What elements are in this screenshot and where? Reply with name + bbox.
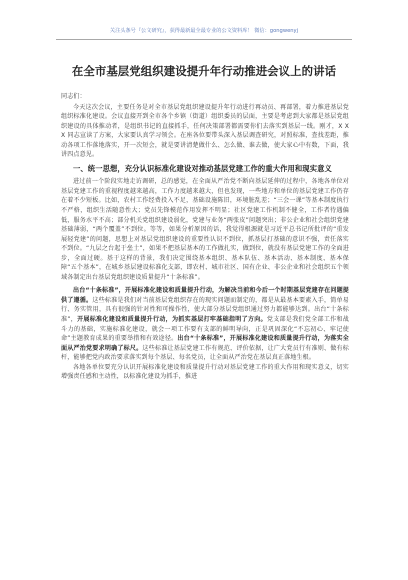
- intro-paragraph: 今天这次会议，主要任务是对全市基层党组织建设提升年行动进行再动员、再部署，着力推进基层党组织标准化建设。会议直接开到全市各个乡镇（街道）组织委员的层面，主要是考虑到大家都是基层党组织建设的具体推动者，是组织书记的直接抓手，任何决策部署都需要你们去落实到基层一线。刚才，X X X 同志宣读了方案，大家要认真学习领会。在座各位要带头深入基层调查研究，对照标准，查找差距，推动各项工作落地落实，开一次短会，就是要讲清楚做什么、怎么做、谁去做，使大家心中有数，下面，我讲四点意见。: [61, 103, 349, 159]
- section-1-paragraph-3-body: 党支部是我们党全部工作和战斗力的基础，实施标准化建设，就会一项工作要有支部的鲜明导向，正是巩固深化“不忘初心、牢记使命”主题教育成果的重要举措和有效途径。: [61, 315, 350, 343]
- section-1-heading: 一、统一思想，充分认识标准化建设对推动基层党建工作的重大作用和现实意义: [73, 163, 332, 173]
- section-1-paragraph-2-body: 这些标准是我们对当前基层党组织存在的现实问题而制定的，都是从最基本要素入手，简单易行、务实管用，具有很强的针对性和可操作性，使大部分基层党组织通过努力都能够达到。出台“十条标准”，: [61, 296, 349, 323]
- header-banner: 关注头条号『公文研究』，获得最新最全最专业的公文资料库！ 微信：gongwenyj: [109, 28, 299, 34]
- closing-paragraph: 各地各单位要充分认识开展标准化建设和质量提升行动对基层党建工作的重大作用和现实意义，切实增强责任感和主动性，以标准化建设为抓手，推进: [61, 363, 349, 381]
- salutation: 同志们：: [61, 93, 86, 100]
- section-1-paragraph-2: [61, 286, 349, 362]
- section-1-paragraph-1: 进过前一个阶段实地走访调研，总的感觉，在全面从严治党不断向基层延伸的过程中，各地各单位对基层党建工作的重视程度越来越高，工作力度越来越大，但也发现，一些地方和单位的基层党建工作仍存在着不少短板。比如，农村工作经费投入不足，基础设施陈旧，环境脏乱差；“三会一课”等基本制度执行不严格，组织生活随意性大；党员先锋模范作用发挥不明显；社区党建工作机制不健全，工作者待遇偏低，服务水平不高；部分机关党组织建设弱化，党建与业务“两张皮”问题突出；非公企业和社会组织党建基础薄弱，“两个覆盖”不到位。等等，如果分析原因的话，我觉得根源就是习近平总书记所批评的“重发展轻党建”的问题，思想上对基层党组织建设的重要性认识不到位，抓基层打基础的意识不强，责任落实不到位。“九层之台起于垒土”，如果不把基层基本的工作做扎实，做到位，就没有基层党建工作的全面进步，全面过硬。基于这样的背景，我们决定围绕基本组织、基本队伍、基本活动、基本制度、基本保障“五个基本”，在城乡基层建设标准化支部，即农村、城市社区、国有企业、非公企业和社会组织五个领域各制定出台基层党组织建设质量提升“十条标准”。: [61, 178, 349, 281]
- document-title: 在全市基层党组织建设提升年行动推进会议上的讲话: [71, 64, 337, 78]
- section-1-paragraph-4-body: 这些标准让基层党建工作有规范、评价依据，让广大党员行有准则、做有标杆，能够把党内政治要求落实到每个基层、每名党员，让全面从严治党在基层真正落地生根。: [61, 344, 350, 362]
- section-1-paragraph-3-lead: 开展标准化建设和质量提升行动，为抓实基层打牢基础指明了方向。: [77, 315, 267, 323]
- section-1-paragraph-2-lead: 出台“十条标准”，开展标准化建设和质量提升行动，为解决当前和今后一个时期基层党建存在问题提供了遵循。: [61, 287, 349, 304]
- document-body: [61, 92, 349, 382]
- section-1-paragraph-4-lead: 出台“十条标准”，开展标准化建设和质量提升行动，为落实全面从严治党要求明确了标尺。: [61, 335, 349, 352]
- header-divider: [56, 39, 352, 40]
